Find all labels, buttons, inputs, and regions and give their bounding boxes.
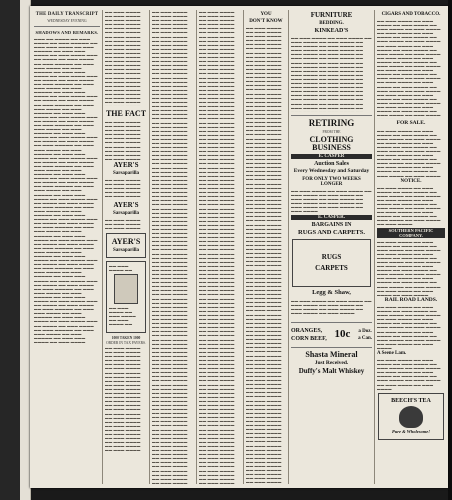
ad-body: ▬▬ ▬▬▬ ▬▬▬▬ ▬▬ ▬▬▬ ▬▬▬▬ ▬▬ ▬▬▬ ▬▬▬▬ ▬▬ ▬▬▬ ▬▬▬▬ ▬▬ ▬▬▬ ▬▬▬▬ ▬▬ ▬▬▬ ▬▬▬▬ ▬▬ ▬▬▬ ▬▬▬▬ ▬▬ ▬▬▬ ▬▬▬▬ ▬▬ ▬▬▬ ▬▬▬▬ ▬▬ ▬▬▬ ▬▬▬▬ ▬▬ ▬▬▬ ▬▬▬▬ ▬▬ ▬▬▬ ▬▬▬▬ (377, 358, 441, 390)
scene-heading: A Seene Lam. (377, 351, 407, 356)
teapot-illustration (399, 406, 423, 428)
masthead-title: THE DAILY TRANSCRIPT (35, 12, 99, 17)
column-headline: SHADOWS AND REMARKS. (35, 30, 99, 35)
tea-ad-title: BEECH'S TEA (391, 398, 431, 404)
divider (291, 347, 372, 348)
corned-beef-label: CORN BEEF, (291, 335, 327, 342)
ayers-ad-product: Sarsaparilla (112, 211, 140, 216)
kinkead-ad-name: KINKEAD'S (314, 28, 349, 34)
clothing-ad-title: CLOTHING BUSINESS (309, 135, 354, 152)
ad-body: ▬▬ ▬▬▬ ▬▬▬▬ ▬▬ ▬▬▬ ▬▬▬▬ ▬▬ ▬▬▬ ▬▬▬▬ ▬▬ ▬▬▬ ▬▬▬▬ ▬▬ ▬▬▬ ▬▬▬▬ ▬▬ ▬▬▬ ▬▬▬▬ ▬▬ ▬▬▬ ▬▬▬▬ ▬▬ ▬▬▬ ▬▬▬▬ ▬▬ ▬▬▬ ▬▬▬▬ ▬▬ ▬▬▬ ▬▬▬▬ ▬▬ ▬▬▬ ▬▬▬▬ ▬▬ ▬▬▬ ▬▬▬▬ ▬▬ ▬▬▬ ▬▬▬▬ ▬▬ ▬▬▬ ▬▬▬▬ ▬▬ ▬▬▬ ▬▬▬▬ ▬▬ ▬▬▬ ▬▬▬▬ ▬▬ ▬▬▬ ▬▬▬▬ (377, 305, 441, 349)
casper-ad-banner: E. CASPER. (291, 215, 372, 220)
cigars-ad-title: CIGARS AND TOBACCO. (381, 12, 441, 17)
casper-ad-banner: E. CASPER (291, 154, 372, 159)
retiring-ad-from: FROM THE (322, 130, 341, 134)
newspaper-page (30, 6, 448, 488)
duffys-whiskey-title: Duffy's Malt Whiskey (298, 367, 365, 375)
column-7 (377, 10, 445, 484)
divider (34, 26, 100, 27)
carpets-illustration-label: CARPETS (315, 264, 348, 272)
ad-body: ▬▬ ▬▬▬ ▬▬▬▬ ▬▬ ▬▬▬ ▬▬▬▬ ▬▬ ▬▬▬ ▬▬▬▬ ▬▬ ▬▬▬ ▬▬▬▬ ▬▬ ▬▬▬ ▬▬▬▬ ▬▬ ▬▬▬ ▬▬▬▬ ▬▬ ▬▬▬ ▬▬▬▬ ▬▬ ▬▬▬ ▬▬▬▬ (291, 298, 372, 315)
ad-body: ▬▬ ▬▬▬ ▬▬▬▬ ▬▬ ▬▬▬ ▬▬▬▬ ▬▬ ▬▬▬ ▬▬▬▬ ▬▬ ▬▬▬ ▬▬▬▬ ▬▬ ▬▬▬ ▬▬▬▬ ▬▬ ▬▬▬ ▬▬▬▬ ▬▬ ▬▬▬ ▬▬▬▬ ▬▬ ▬▬▬ ▬▬▬▬ ▬▬ ▬▬▬ ▬▬▬▬ ▬▬ ▬▬▬ ▬▬▬▬ (105, 120, 141, 160)
ayers-ad-title: AYER'S (113, 161, 139, 169)
rugs-illustration (292, 239, 371, 287)
retiring-ad-title: RETIRING (308, 118, 355, 128)
notice-heading: NOTICE. (400, 178, 422, 184)
tea-ad-slogan: Pure & Wholesome! (392, 429, 430, 434)
ayers-ad-title: AYER'S (111, 237, 141, 246)
furniture-ad-title: FURNITURE (310, 11, 353, 19)
oranges-ad-items (291, 326, 327, 344)
for-sale-heading: FOR SALE. (396, 120, 426, 126)
article-body: ▬▬ ▬▬▬ ▬▬▬▬ ▬▬ ▬▬▬ ▬▬▬▬ ▬▬ ▬▬▬ ▬▬▬▬ ▬▬ ▬▬▬ ▬▬▬▬ ▬▬ ▬▬▬ ▬▬▬▬ ▬▬ ▬▬▬ ▬▬▬▬ ▬▬ ▬▬▬ ▬▬▬▬ ▬▬ ▬▬▬ ▬▬▬▬ ▬▬ ▬▬▬ ▬▬▬▬ ▬▬ ▬▬▬ ▬▬▬▬ ▬▬ ▬▬▬ ▬▬▬▬ ▬▬ ▬▬▬ ▬▬▬▬ ▬▬ ▬▬▬ ▬▬▬▬ ▬▬ ▬▬▬ ▬▬▬▬ ▬▬ ▬▬▬ ▬▬▬▬ ▬▬ ▬▬▬ ▬▬▬▬ ▬▬ ▬▬▬ ▬▬▬▬ ▬▬ ▬▬▬ ▬▬▬▬ ▬▬ ▬▬▬ ▬▬▬▬ ▬▬ ▬▬▬ ▬▬▬▬ ▬▬ ▬▬▬ ▬▬▬▬ ▬▬ ▬▬▬ ▬▬▬▬ ▬▬ ▬▬▬ ▬▬▬▬ ▬▬ ▬▬▬ ▬▬▬▬ ▬▬ ▬▬▬ ▬▬▬▬ ▬▬ ▬▬▬ ▬▬▬▬ ▬▬ ▬▬▬ ▬▬▬▬ ▬▬ ▬▬▬ ▬▬▬▬ ▬▬ ▬▬▬ ▬▬▬▬ ▬▬ ▬▬▬ ▬▬▬▬ ▬▬ ▬▬▬ ▬▬▬▬ ▬▬ ▬▬▬ ▬▬▬▬ ▬▬ ▬▬▬ ▬▬▬▬ ▬▬ ▬▬▬ ▬▬▬▬ ▬▬ ▬▬▬ ▬▬▬▬ ▬▬ ▬▬▬ ▬▬▬▬ ▬▬ ▬▬▬ ▬▬▬▬ ▬▬ ▬▬▬ ▬▬▬▬ ▬▬ (291, 36, 372, 112)
ad-heading: DON'T KNOW (249, 19, 283, 24)
column-rule (288, 10, 289, 484)
ayers-ad-product: Sarsaparilla (112, 248, 140, 253)
column-3 (152, 10, 194, 484)
ayers-ad-title: AYER'S (113, 201, 139, 209)
ad-body: ▬▬ ▬▬▬ ▬▬▬▬ ▬▬ (109, 264, 133, 272)
bedding-ad-subtitle: BEDDING. (319, 21, 344, 26)
column-rule (102, 10, 103, 484)
scanner-background-right (448, 0, 452, 500)
tax-notice-subheading: ORDER IN TAX PAYERS. (106, 341, 146, 345)
legg-shaw-name: Legg & Shaw, (312, 289, 351, 296)
column-6 (291, 10, 372, 484)
article-body: ▬▬ ▬▬▬ ▬▬▬▬ ▬▬ ▬▬▬ ▬▬▬▬ ▬▬ ▬▬▬ ▬▬▬▬ ▬▬ ▬▬▬ ▬▬▬▬ ▬▬ ▬▬▬ ▬▬▬▬ ▬▬ ▬▬▬ ▬▬▬▬ ▬▬ ▬▬▬ ▬▬▬▬ ▬▬ ▬▬▬ ▬▬▬▬ ▬▬ ▬▬▬ ▬▬▬▬ ▬▬ ▬▬▬ ▬▬▬▬ ▬▬ ▬▬▬ ▬▬▬▬ ▬▬ ▬▬▬ ▬▬▬▬ ▬▬ ▬▬▬ ▬▬▬▬ ▬▬ ▬▬▬ ▬▬▬▬ ▬▬ ▬▬▬ ▬▬▬▬ ▬▬ ▬▬▬ ▬▬▬▬ ▬▬ ▬▬▬ ▬▬▬▬ ▬▬ ▬▬▬ ▬▬▬▬ ▬▬ ▬▬▬ ▬▬▬▬ ▬▬ ▬▬▬ ▬▬▬▬ ▬▬ ▬▬▬ ▬▬▬▬ ▬▬ ▬▬▬ ▬▬▬▬ ▬▬ ▬▬▬ ▬▬▬▬ ▬▬ ▬▬▬ ▬▬▬▬ ▬▬ ▬▬▬ ▬▬▬▬ ▬▬ ▬▬▬ ▬▬▬▬ ▬▬ ▬▬▬ ▬▬▬▬ ▬▬ ▬▬▬ ▬▬▬▬ ▬▬ ▬▬▬ ▬▬▬▬ ▬▬ ▬▬▬ ▬▬▬▬ ▬▬ ▬▬▬ ▬▬▬▬ ▬▬ ▬▬▬ ▬▬▬▬ ▬▬ ▬▬▬ ▬▬▬▬ ▬▬ ▬▬▬ ▬▬▬▬ ▬▬ ▬▬▬ ▬▬▬▬ ▬▬ ▬▬▬ ▬▬▬▬ ▬▬ ▬▬▬ ▬▬▬▬ ▬▬ ▬▬▬ ▬▬▬▬ ▬▬ ▬▬▬ ▬▬▬▬ ▬▬ ▬▬▬ ▬▬▬▬ ▬▬ ▬▬▬ ▬▬▬▬ ▬▬ ▬▬▬ ▬▬▬▬ ▬▬ ▬▬▬ ▬▬▬▬ ▬▬ ▬▬▬ ▬▬▬▬ ▬▬ ▬▬▬ ▬▬▬▬ ▬▬ ▬▬▬ ▬▬▬▬ ▬▬ ▬▬▬ ▬▬▬▬ ▬▬ ▬▬▬ ▬▬▬▬ ▬▬ ▬▬▬ ▬▬▬▬ ▬▬ ▬▬▬ ▬▬▬▬ ▬▬ ▬▬▬ ▬▬▬▬ ▬▬ ▬▬▬ ▬▬▬▬ ▬▬ ▬▬▬ ▬▬▬▬ ▬▬ ▬▬▬ ▬▬▬▬ ▬▬ ▬▬▬ ▬▬▬▬ ▬▬ ▬▬▬ ▬▬▬▬ ▬▬ ▬▬▬ ▬▬▬▬ ▬▬ ▬▬▬ ▬▬▬▬ ▬▬ ▬▬▬ ▬▬▬▬ ▬▬ ▬▬▬ ▬▬▬▬ ▬▬ ▬▬▬ ▬▬▬▬ ▬▬ ▬▬▬ ▬▬▬▬ ▬▬ ▬▬▬ ▬▬▬▬ ▬▬ ▬▬▬ ▬▬▬▬ ▬▬ ▬▬▬ ▬▬▬▬ ▬▬ ▬▬▬ ▬▬▬▬ ▬▬ ▬▬▬ ▬▬▬▬ ▬▬ ▬▬▬ ▬▬▬▬ ▬▬ ▬▬▬ ▬▬▬▬ ▬▬ ▬▬▬ ▬▬▬▬ ▬▬ ▬▬▬ ▬▬▬▬ ▬▬ ▬▬▬ ▬▬▬▬ ▬▬ ▬▬▬ ▬▬▬▬ ▬▬ ▬▬▬ ▬▬▬▬ ▬▬ ▬▬▬ ▬▬▬▬ ▬▬ ▬▬▬ ▬▬▬▬ ▬▬ ▬▬▬ ▬▬▬▬ ▬▬ ▬▬▬ ▬▬▬▬ ▬▬ ▬▬▬ ▬▬▬▬ ▬▬ ▬▬▬ ▬▬▬▬ ▬▬ ▬▬▬ ▬▬▬▬ ▬▬ ▬▬▬ ▬▬▬▬ ▬▬ ▬▬▬ ▬▬▬▬ ▬▬ ▬▬▬ ▬▬▬▬ ▬▬ ▬▬▬ ▬▬▬▬ ▬▬ ▬▬▬ ▬▬▬▬ ▬▬ ▬▬▬ ▬▬▬▬ ▬▬ ▬▬▬ ▬▬▬▬ ▬▬ ▬▬▬ ▬▬▬▬ ▬▬ ▬▬▬ ▬▬▬▬ ▬▬ ▬▬▬ ▬▬▬▬ ▬▬ ▬▬▬ ▬▬▬▬ ▬▬ ▬▬▬ ▬▬▬▬ ▬▬ ▬▬▬ ▬▬▬▬ ▬▬ ▬▬▬ ▬▬▬▬ ▬▬ ▬▬▬ ▬▬▬▬ ▬▬ ▬▬▬ ▬▬▬▬ ▬▬ ▬▬▬ ▬▬▬▬ ▬▬ ▬▬▬ ▬▬▬▬ ▬▬ ▬▬▬ ▬▬▬▬ ▬▬ ▬▬▬ ▬▬▬▬ ▬▬ ▬▬▬ ▬▬▬▬ ▬▬ ▬▬▬ ▬▬▬▬ ▬▬ ▬▬▬ ▬▬▬▬ ▬▬ ▬▬▬ ▬▬▬▬ ▬▬ ▬▬▬ ▬▬▬▬ ▬▬ ▬▬▬ ▬▬▬▬ ▬▬ ▬▬▬ ▬▬▬▬ ▬▬ ▬▬▬ ▬▬▬▬ ▬▬ ▬▬▬ ▬▬▬▬ ▬▬ ▬▬▬ ▬▬▬▬ ▬▬ ▬▬▬ ▬▬▬▬ ▬▬ ▬▬▬ ▬▬▬▬ ▬▬ ▬▬▬ ▬▬▬▬ ▬▬ ▬▬▬ ▬▬▬▬ ▬▬ ▬▬▬ ▬▬▬▬ (199, 10, 235, 484)
ad-body: ▬▬ ▬▬▬ ▬▬▬▬ ▬▬ ▬▬▬ ▬▬▬▬ ▬▬ ▬▬▬ ▬▬▬▬ ▬▬ ▬▬▬ ▬▬▬▬ ▬▬ ▬▬▬ ▬▬▬▬ ▬▬ ▬▬▬ ▬▬▬▬ ▬▬ ▬▬▬ ▬▬▬▬ ▬▬ ▬▬▬ ▬▬▬▬ ▬▬ ▬▬▬ ▬▬▬▬ ▬▬ ▬▬▬ ▬▬▬▬ ▬▬ ▬▬▬ ▬▬▬▬ ▬▬ ▬▬▬ ▬▬▬▬ ▬▬ ▬▬▬ ▬▬▬▬ ▬▬ ▬▬▬ ▬▬▬▬ ▬▬ ▬▬▬ ▬▬▬▬ ▬▬ ▬▬▬ ▬▬▬▬ ▬▬ ▬▬▬ ▬▬▬▬ ▬▬ ▬▬▬ ▬▬▬▬ ▬▬ ▬▬▬ ▬▬▬▬ ▬▬ ▬▬▬ ▬▬▬▬ ▬▬ ▬▬▬ ▬▬▬▬ ▬▬ ▬▬▬ ▬▬▬▬ ▬▬ ▬▬▬ ▬▬▬▬ (377, 239, 441, 296)
shasta-mineral-title: Shasta Mineral (305, 349, 358, 359)
divider (291, 322, 372, 323)
just-received: Just Received. (314, 359, 349, 366)
oranges-ad (291, 326, 372, 344)
masthead-tagline: WEDNESDAY EVENING (47, 19, 87, 23)
tax-notice-heading: 1000 TAKEN 1000 (111, 336, 141, 340)
ad-body: ▬▬ ▬▬▬ ▬▬▬▬ ▬▬ ▬▬▬ ▬▬▬▬ ▬▬ ▬▬▬ ▬▬▬▬ ▬▬ ▬▬▬ ▬▬▬▬ ▬▬ ▬▬▬ ▬▬▬▬ ▬▬ ▬▬▬ ▬▬▬▬ ▬▬ ▬▬▬ ▬▬▬▬ ▬▬ ▬▬▬ ▬▬▬▬ ▬▬ ▬▬▬ ▬▬▬▬ ▬▬ ▬▬▬ ▬▬▬▬ ▬▬ ▬▬▬ ▬▬▬▬ ▬▬ ▬▬▬ ▬▬▬▬ ▬▬ ▬▬▬ ▬▬▬▬ ▬▬ ▬▬▬ ▬▬▬▬ ▬▬ ▬▬▬ ▬▬▬▬ ▬▬ ▬▬▬ ▬▬▬▬ (377, 185, 441, 226)
ad-heading: YOU (260, 12, 272, 17)
auction-duration: FOR ONLY TWO WEEKS LONGER (302, 176, 361, 187)
column-rule (374, 10, 375, 484)
portrait-ad-box (106, 261, 146, 333)
article-body: ▬▬ ▬▬▬ ▬▬▬▬ ▬▬ ▬▬▬ ▬▬▬▬ ▬▬ ▬▬▬ ▬▬▬▬ ▬▬ ▬▬▬ ▬▬▬▬ ▬▬ ▬▬▬ ▬▬▬▬ ▬▬ ▬▬▬ ▬▬▬▬ ▬▬ ▬▬▬ ▬▬▬▬ ▬▬ ▬▬▬ ▬▬▬▬ ▬▬ ▬▬▬ ▬▬▬▬ ▬▬ ▬▬▬ ▬▬▬▬ ▬▬ ▬▬▬ ▬▬▬▬ ▬▬ ▬▬▬ ▬▬▬▬ ▬▬ ▬▬▬ ▬▬▬▬ ▬▬ ▬▬▬ ▬▬▬▬ ▬▬ ▬▬▬ ▬▬▬▬ ▬▬ ▬▬▬ ▬▬▬▬ ▬▬ ▬▬▬ ▬▬▬▬ ▬▬ ▬▬▬ ▬▬▬▬ ▬▬ ▬▬▬ ▬▬▬▬ ▬▬ ▬▬▬ ▬▬▬▬ ▬▬ ▬▬▬ ▬▬▬▬ ▬▬ ▬▬▬ ▬▬▬▬ ▬▬ ▬▬▬ ▬▬▬▬ (105, 10, 141, 105)
article-body: ▬▬▬ ▬▬ ▬▬▬▬ ▬▬ ▬▬▬ ▬▬▬▬ ▬▬ ▬▬▬ ▬▬▬▬▬ ▬▬ ▬▬▬ ▬▬▬ ▬▬▬▬ ▬▬ ▬▬▬ ▬▬▬▬▬ ▬▬ ▬▬▬ ▬▬▬ ▬▬▬▬ ▬▬ ▬▬▬ ▬▬▬▬ ▬▬▬ ▬▬ ▬▬▬▬ ▬▬ ▬▬▬ ▬▬▬▬ ▬▬ ▬▬▬ ▬▬▬▬▬ ▬▬ ▬▬▬ ▬▬▬ ▬▬▬▬ ▬▬ ▬▬▬ ▬▬▬▬▬ ▬▬ ▬▬▬ ▬▬▬ ▬▬▬▬ ▬▬ ▬▬▬ ▬▬▬▬ ▬▬▬ ▬▬ ▬▬▬▬ ▬▬ ▬▬▬ ▬▬▬▬ ▬▬ ▬▬▬ ▬▬▬▬▬ ▬▬ ▬▬▬ ▬▬▬ ▬▬▬▬ ▬▬ ▬▬▬ ▬▬▬▬▬ ▬▬ ▬▬▬ ▬▬▬ ▬▬▬▬ ▬▬ ▬▬▬ ▬▬▬▬ ▬▬▬ ▬▬ ▬▬▬▬ ▬▬ ▬▬▬ ▬▬▬▬ ▬▬ ▬▬▬ ▬▬▬▬▬ ▬▬ ▬▬▬ ▬▬▬ ▬▬▬▬ ▬▬ ▬▬▬ ▬▬▬▬▬ ▬▬ ▬▬▬ ▬▬▬ ▬▬▬▬ ▬▬ ▬▬▬ ▬▬▬▬ ▬▬▬ ▬▬ ▬▬▬▬ ▬▬ ▬▬▬ ▬▬▬▬ ▬▬ ▬▬▬ ▬▬▬▬▬ ▬▬ ▬▬▬ ▬▬▬ ▬▬▬▬ ▬▬ ▬▬▬ ▬▬▬▬▬ ▬▬ ▬▬▬ ▬▬▬ ▬▬▬▬ ▬▬ ▬▬▬ ▬▬▬▬ ▬▬▬ ▬▬ ▬▬▬▬ ▬▬ ▬▬▬ ▬▬▬▬ ▬▬ ▬▬▬ ▬▬▬▬▬ ▬▬ ▬▬▬ ▬▬▬ ▬▬▬▬ ▬▬ ▬▬▬ ▬▬▬▬▬ ▬▬ ▬▬▬ ▬▬▬ ▬▬▬▬ ▬▬ ▬▬▬ ▬▬▬▬ ▬▬▬ ▬▬ ▬▬▬▬ ▬▬ ▬▬▬ ▬▬▬▬ ▬▬ ▬▬▬ ▬▬▬▬▬ ▬▬ ▬▬▬ ▬▬▬ ▬▬▬▬ ▬▬ ▬▬▬ ▬▬▬▬▬ ▬▬ ▬▬▬ ▬▬▬ ▬▬▬▬ ▬▬ ▬▬▬ ▬▬▬▬ ▬▬▬ ▬▬ ▬▬▬▬ ▬▬ ▬▬▬ ▬▬▬▬ ▬▬ ▬▬▬ ▬▬▬▬▬ ▬▬ ▬▬▬ ▬▬▬ ▬▬▬▬ ▬▬ ▬▬▬ ▬▬▬▬▬ ▬▬ ▬▬▬ ▬▬▬ ▬▬▬▬ ▬▬ ▬▬▬ ▬▬▬▬ ▬▬▬ ▬▬ ▬▬▬▬ ▬▬ ▬▬▬ ▬▬▬▬ ▬▬ ▬▬▬ ▬▬▬▬▬ ▬▬ ▬▬▬ ▬▬▬ ▬▬▬▬ ▬▬ ▬▬▬ ▬▬▬▬▬ ▬▬ ▬▬▬ ▬▬▬ ▬▬▬▬ ▬▬ ▬▬▬ ▬▬▬▬ ▬▬▬ ▬▬ ▬▬▬▬ ▬▬ ▬▬▬ ▬▬▬▬ ▬▬ ▬▬▬ ▬▬▬▬▬ ▬▬ ▬▬▬ ▬▬▬ ▬▬▬▬ ▬▬ ▬▬▬ ▬▬▬▬▬ ▬▬ ▬▬▬ ▬▬▬ ▬▬▬▬ ▬▬ ▬▬▬ ▬▬▬▬ ▬▬▬ ▬▬ ▬▬▬▬ ▬▬ ▬▬▬ ▬▬▬▬ ▬▬ ▬▬▬ ▬▬▬▬▬ ▬▬ ▬▬▬ ▬▬▬ ▬▬▬▬ ▬▬ ▬▬▬ ▬▬▬▬▬ ▬▬ ▬▬▬ ▬▬▬ ▬▬▬▬ ▬▬ ▬▬▬ ▬▬▬▬ ▬▬▬ ▬▬ ▬▬▬▬ ▬▬ ▬▬▬ ▬▬▬▬ ▬▬ ▬▬▬ ▬▬▬▬▬ ▬▬ ▬▬▬ ▬▬▬ ▬▬▬▬ ▬▬ ▬▬▬ ▬▬▬▬▬ ▬▬ ▬▬▬ ▬▬▬ ▬▬▬▬ ▬▬ ▬▬▬ ▬▬▬▬ ▬▬▬ ▬▬ ▬▬▬▬ ▬▬ ▬▬▬ ▬▬▬▬ ▬▬ ▬▬▬ ▬▬▬▬▬ ▬▬ ▬▬▬ ▬▬▬ ▬▬▬▬ ▬▬ ▬▬▬ ▬▬▬▬▬ ▬▬ ▬▬▬ ▬▬▬ ▬▬▬▬ ▬▬ ▬▬▬ ▬▬▬▬ ▬▬▬ ▬▬ ▬▬▬▬ ▬▬ ▬▬▬ ▬▬▬▬ ▬▬ ▬▬▬ ▬▬▬▬▬ ▬▬ ▬▬▬ ▬▬▬ ▬▬▬▬ ▬▬ ▬▬▬ ▬▬▬▬▬ ▬▬ ▬▬▬ ▬▬▬ ▬▬▬▬ ▬▬ ▬▬▬ ▬▬▬▬ ▬▬▬ ▬▬ ▬▬▬▬ ▬▬ ▬▬▬ ▬▬▬▬ ▬▬ ▬▬▬ ▬▬▬▬▬ ▬▬ ▬▬▬ ▬▬▬ ▬▬▬▬ ▬▬ ▬▬▬ ▬▬▬▬▬ ▬▬ ▬▬▬ ▬▬▬ ▬▬▬▬ ▬▬ ▬▬▬ ▬▬▬▬ (34, 37, 98, 344)
oranges-ad-units (358, 327, 372, 343)
ad-body: ▬▬ ▬▬▬ ▬▬▬▬ ▬▬ ▬▬▬ ▬▬▬▬ ▬▬ ▬▬▬ ▬▬▬▬ ▬▬ ▬▬▬ ▬▬▬▬ ▬▬ ▬▬▬ ▬▬▬▬ ▬▬ ▬▬▬ ▬▬▬▬ ▬▬ ▬▬▬ ▬▬▬▬ ▬▬ ▬▬▬ ▬▬▬▬ ▬▬ ▬▬▬ ▬▬▬▬ ▬▬ ▬▬▬ ▬▬▬▬ ▬▬ ▬▬▬ ▬▬▬▬ ▬▬ ▬▬▬ ▬▬▬▬ ▬▬ ▬▬▬ ▬▬▬▬ ▬▬ ▬▬▬ ▬▬▬▬ ▬▬ ▬▬▬ ▬▬▬▬ ▬▬ ▬▬▬ ▬▬▬▬ ▬▬ ▬▬▬ ▬▬▬▬ ▬▬ ▬▬▬ ▬▬▬▬ ▬▬ ▬▬▬ ▬▬▬▬ ▬▬ ▬▬▬ ▬▬▬▬ (377, 128, 441, 177)
oranges-label: ORANGES, (291, 327, 323, 334)
scanner-background (0, 0, 20, 500)
column-rule (196, 10, 197, 484)
ad-body: ▬▬ ▬▬▬ ▬▬▬▬ ▬▬ ▬▬▬ ▬▬▬▬ ▬▬ ▬▬▬ ▬▬▬▬ ▬▬ ▬▬▬ ▬▬▬▬ ▬▬ ▬▬▬ ▬▬▬▬ (105, 178, 141, 199)
auction-days: Every Wednesday and Saturday (293, 168, 370, 174)
price-label: 10c (334, 328, 351, 340)
tea-ad-box (378, 393, 444, 440)
ad-heading: THE FACT (105, 109, 147, 118)
ad-body: ▬▬ ▬▬▬ ▬▬▬▬ ▬▬ ▬▬▬ ▬▬▬▬ ▬▬ ▬▬▬ ▬▬▬▬ (105, 218, 141, 230)
auction-sales-heading: Auction Sales (314, 161, 349, 167)
ayers-ad-box (106, 233, 146, 258)
bargains-heading: BARGAINS IN (311, 221, 352, 228)
ad-body: ▬▬ ▬▬▬ ▬▬▬▬ ▬▬ ▬▬▬ ▬▬▬▬ ▬▬ ▬▬▬ ▬▬▬▬ ▬▬ ▬▬▬ ▬▬▬▬ ▬▬ ▬▬▬ ▬▬▬▬ ▬▬ ▬▬▬ ▬▬▬▬ ▬▬ ▬▬▬ ▬▬▬▬ ▬▬ ▬▬▬ ▬▬▬▬ ▬▬ ▬▬▬ ▬▬▬▬ ▬▬ ▬▬▬ ▬▬▬▬ ▬▬ ▬▬▬ ▬▬▬▬ ▬▬ ▬▬▬ ▬▬▬▬ ▬▬ ▬▬▬ ▬▬▬▬ ▬▬ ▬▬▬ ▬▬▬▬ ▬▬ ▬▬▬ ▬▬▬▬ ▬▬ ▬▬▬ ▬▬▬▬ ▬▬ ▬▬▬ ▬▬▬▬ ▬▬ ▬▬▬ ▬▬▬▬ ▬▬ ▬▬▬ ▬▬▬▬ ▬▬ ▬▬▬ ▬▬▬▬ ▬▬ ▬▬▬ ▬▬▬▬ ▬▬ ▬▬▬ ▬▬▬▬ ▬▬ ▬▬▬ ▬▬▬▬ ▬▬ ▬▬▬ ▬▬▬▬ ▬▬ ▬▬▬ ▬▬▬▬ ▬▬ ▬▬▬ ▬▬▬▬ ▬▬ ▬▬▬ ▬▬▬▬ ▬▬ ▬▬▬ ▬▬▬▬ ▬▬ ▬▬▬ ▬▬▬▬ ▬▬ ▬▬▬ ▬▬▬▬ ▬▬ ▬▬▬ ▬▬▬▬ ▬▬ ▬▬▬ ▬▬▬▬ ▬▬ ▬▬▬ ▬▬▬▬ ▬▬ ▬▬▬ ▬▬▬▬ ▬▬ ▬▬▬ ▬▬▬▬ ▬▬ ▬▬▬ ▬▬▬▬ ▬▬ ▬▬▬ ▬▬▬▬ ▬▬ ▬▬▬ ▬▬▬▬ ▬▬ ▬▬▬ ▬▬▬▬ ▬▬ ▬▬▬ ▬▬▬▬ (377, 19, 441, 118)
ad-body: ▬▬ ▬▬▬ ▬▬▬▬ ▬▬ ▬▬▬ ▬▬▬▬ ▬▬ ▬▬▬ ▬▬▬▬ ▬▬ ▬▬▬ ▬▬▬▬ ▬▬ ▬▬▬ ▬▬▬▬ ▬▬ ▬▬▬ ▬▬▬▬ ▬▬ ▬▬▬ ▬▬▬▬ ▬▬ ▬▬▬ ▬▬▬▬ ▬▬ ▬▬▬ ▬▬▬▬ ▬▬ ▬▬▬ ▬▬▬▬ ▬▬ ▬▬▬ ▬▬▬▬ (291, 188, 372, 213)
southern-pacific-banner: SOUTHERN PACIFIC COMPANY. (377, 228, 445, 238)
ad-body: ▬▬ ▬▬▬ ▬▬▬▬ ▬▬ ▬▬▬ ▬▬▬▬ ▬▬ ▬▬▬ ▬▬▬▬ ▬▬ (109, 306, 136, 326)
rail-road-lands-heading: RAIL ROAD LANDS. (384, 296, 438, 303)
rugs-illustration-label: RUGS (321, 253, 342, 261)
unit-can: a Can. (358, 335, 372, 341)
portrait-illustration (114, 274, 138, 304)
rugs-carpets-heading: RUGS AND CARPETS. (298, 228, 365, 236)
column-rule (243, 10, 244, 484)
notice-body: ▬▬ ▬▬▬ ▬▬▬▬ ▬▬ ▬▬▬ ▬▬▬▬ ▬▬ ▬▬▬ ▬▬▬▬ ▬▬ ▬▬▬ ▬▬▬▬ ▬▬ ▬▬▬ ▬▬▬▬ ▬▬ ▬▬▬ ▬▬▬▬ ▬▬ ▬▬▬ ▬▬▬▬ ▬▬ ▬▬▬ ▬▬▬▬ ▬▬ ▬▬▬ ▬▬▬▬ ▬▬ ▬▬▬ ▬▬▬▬ ▬▬ ▬▬▬ ▬▬▬▬ ▬▬ ▬▬▬ ▬▬▬▬ ▬▬ ▬▬▬ ▬▬▬▬ ▬▬ ▬▬▬ ▬▬▬▬ ▬▬ ▬▬▬ ▬▬▬▬ ▬▬ ▬▬▬ ▬▬▬▬ ▬▬ ▬▬▬ ▬▬▬▬ ▬▬ ▬▬▬ ▬▬▬▬ ▬▬ ▬▬▬ ▬▬▬▬ ▬▬ ▬▬▬ ▬▬▬▬ ▬▬ ▬▬▬ ▬▬▬▬ ▬▬ ▬▬▬ ▬▬▬▬ ▬▬ ▬▬▬ ▬▬▬▬ ▬▬ ▬▬▬ ▬▬▬▬ ▬▬ ▬▬▬ ▬▬▬▬ ▬▬ ▬▬▬ ▬▬▬▬ (105, 346, 141, 453)
column-4 (199, 10, 241, 484)
divider (291, 115, 372, 116)
article-body: ▬▬ ▬▬▬ ▬▬▬▬ ▬▬ ▬▬▬ ▬▬▬▬ ▬▬ ▬▬▬ ▬▬▬▬ ▬▬ ▬▬▬ ▬▬▬▬ ▬▬ ▬▬▬ ▬▬▬▬ ▬▬ ▬▬▬ ▬▬▬▬ ▬▬ ▬▬▬ ▬▬▬▬ ▬▬ ▬▬▬ ▬▬▬▬ ▬▬ ▬▬▬ ▬▬▬▬ ▬▬ ▬▬▬ ▬▬▬▬ ▬▬ ▬▬▬ ▬▬▬▬ ▬▬ ▬▬▬ ▬▬▬▬ ▬▬ ▬▬▬ ▬▬▬▬ ▬▬ ▬▬▬ ▬▬▬▬ ▬▬ ▬▬▬ ▬▬▬▬ ▬▬ ▬▬▬ ▬▬▬▬ ▬▬ ▬▬▬ ▬▬▬▬ ▬▬ ▬▬▬ ▬▬▬▬ ▬▬ ▬▬▬ ▬▬▬▬ ▬▬ ▬▬▬ ▬▬▬▬ ▬▬ ▬▬▬ ▬▬▬▬ ▬▬ ▬▬▬ ▬▬▬▬ ▬▬ ▬▬▬ ▬▬▬▬ ▬▬ ▬▬▬ ▬▬▬▬ ▬▬ ▬▬▬ ▬▬▬▬ ▬▬ ▬▬▬ ▬▬▬▬ ▬▬ ▬▬▬ ▬▬▬▬ ▬▬ ▬▬▬ ▬▬▬▬ ▬▬ ▬▬▬ ▬▬▬▬ ▬▬ ▬▬▬ ▬▬▬▬ ▬▬ ▬▬▬ ▬▬▬▬ ▬▬ ▬▬▬ ▬▬▬▬ ▬▬ ▬▬▬ ▬▬▬▬ ▬▬ ▬▬▬ ▬▬▬▬ ▬▬ ▬▬▬ ▬▬▬▬ ▬▬ ▬▬▬ ▬▬▬▬ ▬▬ ▬▬▬ ▬▬▬▬ ▬▬ ▬▬▬ ▬▬▬▬ ▬▬ ▬▬▬ ▬▬▬▬ ▬▬ ▬▬▬ ▬▬▬▬ ▬▬ ▬▬▬ ▬▬▬▬ ▬▬ ▬▬▬ ▬▬▬▬ ▬▬ ▬▬▬ ▬▬▬▬ ▬▬ ▬▬▬ ▬▬▬▬ ▬▬ ▬▬▬ ▬▬▬▬ ▬▬ ▬▬▬ ▬▬▬▬ ▬▬ ▬▬▬ ▬▬▬▬ ▬▬ ▬▬▬ ▬▬▬▬ ▬▬ ▬▬▬ ▬▬▬▬ ▬▬ ▬▬▬ ▬▬▬▬ ▬▬ ▬▬▬ ▬▬▬▬ ▬▬ ▬▬▬ ▬▬▬▬ ▬▬ ▬▬▬ ▬▬▬▬ ▬▬ ▬▬▬ ▬▬▬▬ ▬▬ ▬▬▬ ▬▬▬▬ ▬▬ ▬▬▬ ▬▬▬▬ ▬▬ ▬▬▬ ▬▬▬▬ ▬▬ ▬▬▬ ▬▬▬▬ ▬▬ ▬▬▬ ▬▬▬▬ ▬▬ ▬▬▬ ▬▬▬▬ ▬▬ ▬▬▬ ▬▬▬▬ ▬▬ ▬▬▬ ▬▬▬▬ ▬▬ ▬▬▬ ▬▬▬▬ ▬▬ ▬▬▬ ▬▬▬▬ ▬▬ ▬▬▬ ▬▬▬▬ ▬▬ ▬▬▬ ▬▬▬▬ ▬▬ ▬▬▬ ▬▬▬▬ ▬▬ ▬▬▬ ▬▬▬▬ ▬▬ ▬▬▬ ▬▬▬▬ ▬▬ ▬▬▬ ▬▬▬▬ ▬▬ ▬▬▬ ▬▬▬▬ ▬▬ ▬▬▬ ▬▬▬▬ ▬▬ ▬▬▬ ▬▬▬▬ ▬▬ ▬▬▬ ▬▬▬▬ ▬▬ ▬▬▬ ▬▬▬▬ ▬▬ ▬▬▬ ▬▬▬▬ ▬▬ ▬▬▬ ▬▬▬▬ ▬▬ ▬▬▬ ▬▬▬▬ ▬▬ ▬▬▬ ▬▬▬▬ ▬▬ ▬▬▬ ▬▬▬▬ ▬▬ ▬▬▬ ▬▬▬▬ ▬▬ ▬▬▬ ▬▬▬▬ ▬▬ ▬▬▬ ▬▬▬▬ ▬▬ ▬▬▬ ▬▬▬▬ ▬▬ ▬▬▬ ▬▬▬▬ ▬▬ ▬▬▬ ▬▬▬▬ ▬▬ ▬▬▬ ▬▬▬▬ ▬▬ ▬▬▬ ▬▬▬▬ ▬▬ ▬▬▬ ▬▬▬▬ ▬▬ ▬▬▬ ▬▬▬▬ ▬▬ ▬▬▬ ▬▬▬▬ ▬▬ ▬▬▬ ▬▬▬▬ ▬▬ ▬▬▬ ▬▬▬▬ ▬▬ ▬▬▬ ▬▬▬▬ ▬▬ ▬▬▬ ▬▬▬▬ ▬▬ ▬▬▬ ▬▬▬▬ ▬▬ ▬▬▬ ▬▬▬▬ ▬▬ ▬▬▬ ▬▬▬▬ ▬▬ ▬▬▬ ▬▬▬▬ ▬▬ ▬▬▬ ▬▬▬▬ ▬▬ ▬▬▬ ▬▬▬▬ ▬▬ ▬▬▬ ▬▬▬▬ ▬▬ ▬▬▬ ▬▬▬▬ ▬▬ ▬▬▬ ▬▬▬▬ ▬▬ ▬▬▬ ▬▬▬▬ ▬▬ ▬▬▬ ▬▬▬▬ ▬▬ ▬▬▬ ▬▬▬▬ ▬▬ ▬▬▬ ▬▬▬▬ ▬▬ ▬▬▬ ▬▬▬▬ ▬▬ ▬▬▬ ▬▬▬▬ ▬▬ ▬▬▬ ▬▬▬▬ ▬▬ ▬▬▬ ▬▬▬▬ (246, 26, 282, 484)
column-1 (34, 10, 100, 484)
column-rule (149, 10, 150, 484)
article-body: ▬▬ ▬▬▬ ▬▬▬▬ ▬▬ ▬▬▬ ▬▬▬▬ ▬▬ ▬▬▬ ▬▬▬▬ ▬▬ ▬▬▬ ▬▬▬▬ ▬▬ ▬▬▬ ▬▬▬▬ ▬▬ ▬▬▬ ▬▬▬▬ ▬▬ ▬▬▬ ▬▬▬▬ ▬▬ ▬▬▬ ▬▬▬▬ ▬▬ ▬▬▬ ▬▬▬▬ ▬▬ ▬▬▬ ▬▬▬▬ ▬▬ ▬▬▬ ▬▬▬▬ ▬▬ ▬▬▬ ▬▬▬▬ ▬▬ ▬▬▬ ▬▬▬▬ ▬▬ ▬▬▬ ▬▬▬▬ ▬▬ ▬▬▬ ▬▬▬▬ ▬▬ ▬▬▬ ▬▬▬▬ ▬▬ ▬▬▬ ▬▬▬▬ ▬▬ ▬▬▬ ▬▬▬▬ ▬▬ ▬▬▬ ▬▬▬▬ ▬▬ ▬▬▬ ▬▬▬▬ ▬▬ ▬▬▬ ▬▬▬▬ ▬▬ ▬▬▬ ▬▬▬▬ ▬▬ ▬▬▬ ▬▬▬▬ ▬▬ ▬▬▬ ▬▬▬▬ ▬▬ ▬▬▬ ▬▬▬▬ ▬▬ ▬▬▬ ▬▬▬▬ ▬▬ ▬▬▬ ▬▬▬▬ ▬▬ ▬▬▬ ▬▬▬▬ ▬▬ ▬▬▬ ▬▬▬▬ ▬▬ ▬▬▬ ▬▬▬▬ ▬▬ ▬▬▬ ▬▬▬▬ ▬▬ ▬▬▬ ▬▬▬▬ ▬▬ ▬▬▬ ▬▬▬▬ ▬▬ ▬▬▬ ▬▬▬▬ ▬▬ ▬▬▬ ▬▬▬▬ ▬▬ ▬▬▬ ▬▬▬▬ ▬▬ ▬▬▬ ▬▬▬▬ ▬▬ ▬▬▬ ▬▬▬▬ ▬▬ ▬▬▬ ▬▬▬▬ ▬▬ ▬▬▬ ▬▬▬▬ ▬▬ ▬▬▬ ▬▬▬▬ ▬▬ ▬▬▬ ▬▬▬▬ ▬▬ ▬▬▬ ▬▬▬▬ ▬▬ ▬▬▬ ▬▬▬▬ ▬▬ ▬▬▬ ▬▬▬▬ ▬▬ ▬▬▬ ▬▬▬▬ ▬▬ ▬▬▬ ▬▬▬▬ ▬▬ ▬▬▬ ▬▬▬▬ ▬▬ ▬▬▬ ▬▬▬▬ ▬▬ ▬▬▬ ▬▬▬▬ ▬▬ ▬▬▬ ▬▬▬▬ ▬▬ ▬▬▬ ▬▬▬▬ ▬▬ ▬▬▬ ▬▬▬▬ ▬▬ ▬▬▬ ▬▬▬▬ ▬▬ ▬▬▬ ▬▬▬▬ ▬▬ ▬▬▬ ▬▬▬▬ ▬▬ ▬▬▬ ▬▬▬▬ ▬▬ ▬▬▬ ▬▬▬▬ ▬▬ ▬▬▬ ▬▬▬▬ ▬▬ ▬▬▬ ▬▬▬▬ ▬▬ ▬▬▬ ▬▬▬▬ ▬▬ ▬▬▬ ▬▬▬▬ ▬▬ ▬▬▬ ▬▬▬▬ ▬▬ ▬▬▬ ▬▬▬▬ ▬▬ ▬▬▬ ▬▬▬▬ ▬▬ ▬▬▬ ▬▬▬▬ ▬▬ ▬▬▬ ▬▬▬▬ ▬▬ ▬▬▬ ▬▬▬▬ ▬▬ ▬▬▬ ▬▬▬▬ ▬▬ ▬▬▬ ▬▬▬▬ ▬▬ ▬▬▬ ▬▬▬▬ ▬▬ ▬▬▬ ▬▬▬▬ ▬▬ ▬▬▬ ▬▬▬▬ ▬▬ ▬▬▬ ▬▬▬▬ ▬▬ ▬▬▬ ▬▬▬▬ ▬▬ ▬▬▬ ▬▬▬▬ ▬▬ ▬▬▬ ▬▬▬▬ ▬▬ ▬▬▬ ▬▬▬▬ ▬▬ ▬▬▬ ▬▬▬▬ ▬▬ ▬▬▬ ▬▬▬▬ ▬▬ ▬▬▬ ▬▬▬▬ ▬▬ ▬▬▬ ▬▬▬▬ ▬▬ ▬▬▬ ▬▬▬▬ ▬▬ ▬▬▬ ▬▬▬▬ ▬▬ ▬▬▬ ▬▬▬▬ ▬▬ ▬▬▬ ▬▬▬▬ ▬▬ ▬▬▬ ▬▬▬▬ ▬▬ ▬▬▬ ▬▬▬▬ ▬▬ ▬▬▬ ▬▬▬▬ ▬▬ ▬▬▬ ▬▬▬▬ ▬▬ ▬▬▬ ▬▬▬▬ ▬▬ ▬▬▬ ▬▬▬▬ ▬▬ ▬▬▬ ▬▬▬▬ ▬▬ ▬▬▬ ▬▬▬▬ ▬▬ ▬▬▬ ▬▬▬▬ ▬▬ ▬▬▬ ▬▬▬▬ ▬▬ ▬▬▬ ▬▬▬▬ ▬▬ ▬▬▬ ▬▬▬▬ ▬▬ ▬▬▬ ▬▬▬▬ ▬▬ ▬▬▬ ▬▬▬▬ ▬▬ ▬▬▬ ▬▬▬▬ ▬▬ ▬▬▬ ▬▬▬▬ ▬▬ ▬▬▬ ▬▬▬▬ ▬▬ ▬▬▬ ▬▬▬▬ ▬▬ ▬▬▬ ▬▬▬▬ ▬▬ ▬▬▬ ▬▬▬▬ ▬▬ ▬▬▬ ▬▬▬▬ ▬▬ ▬▬▬ ▬▬▬▬ ▬▬ ▬▬▬ ▬▬▬▬ ▬▬ ▬▬▬ ▬▬▬▬ ▬▬ ▬▬▬ ▬▬▬▬ ▬▬ ▬▬▬ ▬▬▬▬ ▬▬ ▬▬▬ ▬▬▬▬ ▬▬ ▬▬▬ ▬▬▬▬ ▬▬ ▬▬▬ ▬▬▬▬ ▬▬ ▬▬▬ ▬▬▬▬ (152, 10, 188, 484)
unit-doz: a Doz. (358, 328, 372, 334)
column-2 (105, 10, 147, 484)
column-5 (246, 10, 286, 484)
ayers-ad-product: Sarsaparilla (112, 171, 140, 176)
